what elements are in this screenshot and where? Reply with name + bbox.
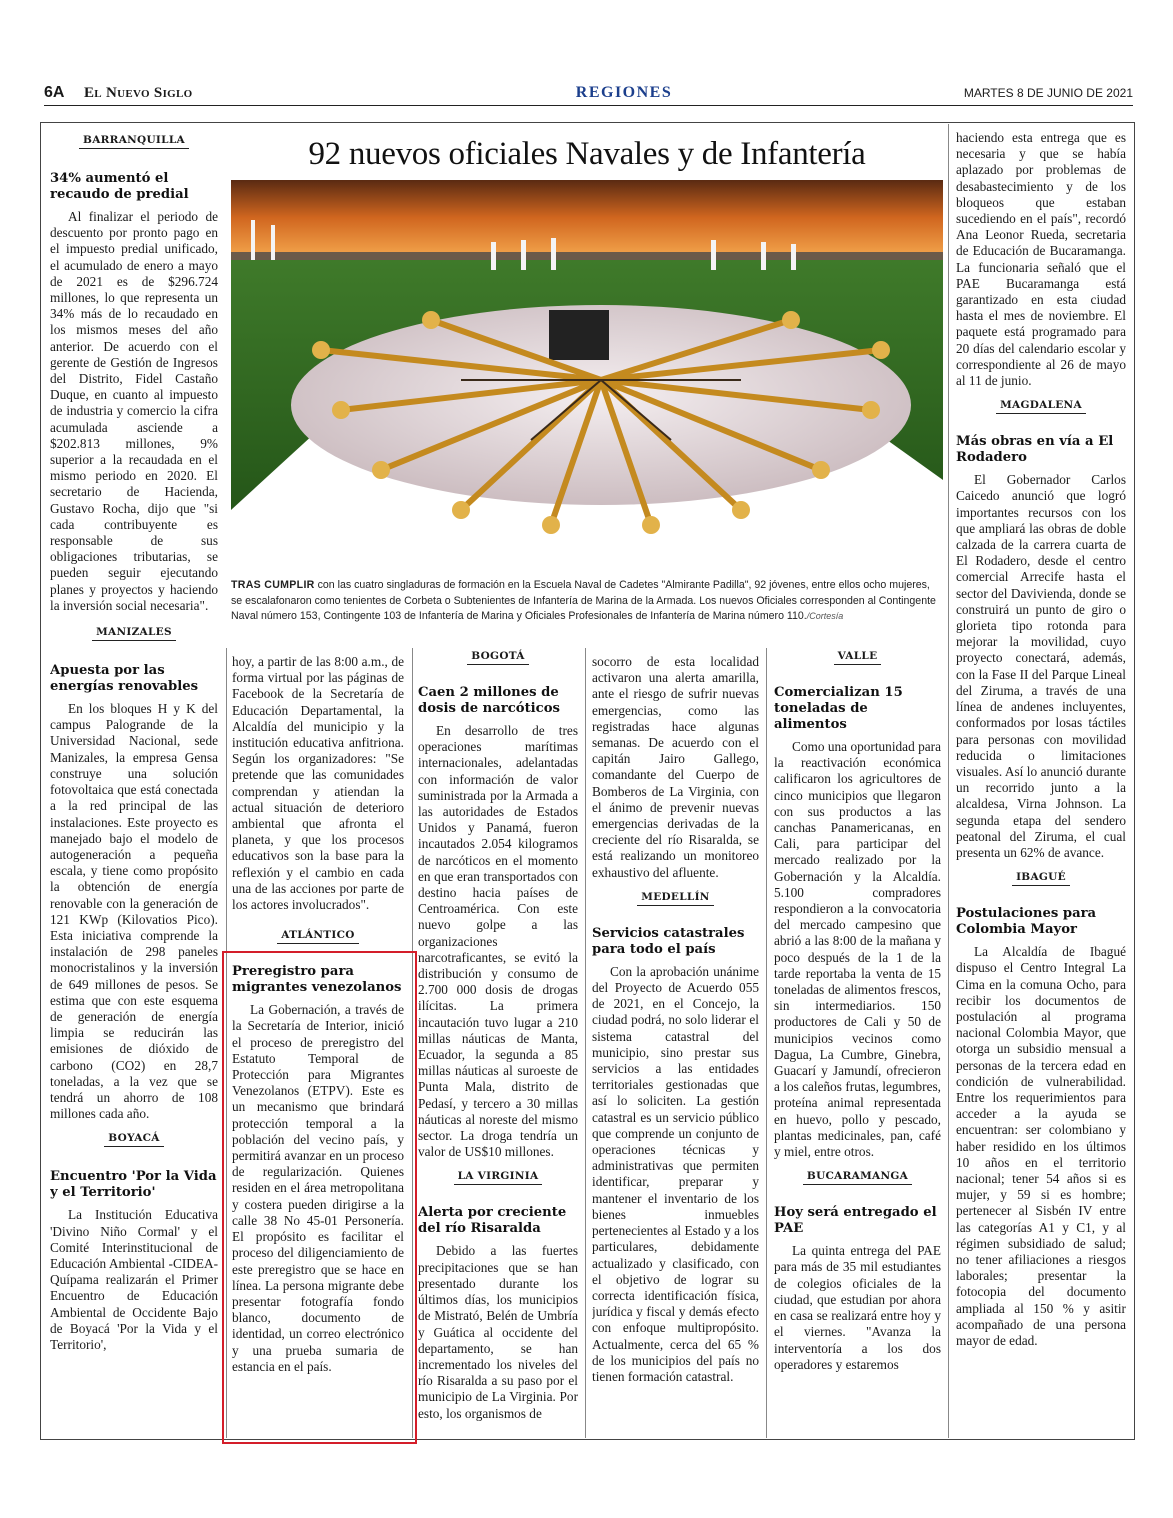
section-tag-manizales: MANIZALES: [50, 626, 218, 641]
main-photo: [231, 180, 943, 572]
sabers-ceremony-image: [231, 180, 943, 572]
main-headline: 92 nuevos oficiales Navales y de Infantería: [308, 136, 866, 172]
headline-barranquilla: 34% aumentó el recaudo de predial: [50, 171, 189, 202]
headline-bucaramanga: Hoy será entregado el PAE: [774, 1205, 937, 1237]
article-boyaca: La Institución Educativa 'Divino Niño Cormal' y el Comité Interinstitucional de Educación Ambiental -CIDEA- Quípama realizarán el Primer Encuentro de Educación Ambiental de Occidente Bajo de Boyacá 'Por la Vida y el Territorio',: [50, 1207, 218, 1352]
section-tag-barranquilla: BARRANQUILLA: [50, 134, 218, 149]
highlight-box: [222, 951, 417, 1444]
section-tag-bucaramanga: BUCARAMANGA: [774, 1170, 941, 1185]
headline-medellin: Servicios catastrales para todo el país: [592, 925, 745, 957]
section-tag-valle: VALLE: [774, 650, 941, 665]
article-magdalena: El Gobernador Carlos Caicedo anunció que logró importantes recursos con los que ampliará las obras de doble calzada de la carrera cuarta de El Rodadero, desde el centro comercial Arrecife hasta el sector del Davivienda, donde se construirá un punto de giro o glorieta tipo rotonda para mejorar la movilidad, cuyo proyecto conectará, además, con la Fase II del Parque Lineal del Ziruma, a través de una línea de andenes incluyentes, conformados por losas táctiles para personas con movilidad reducida o limitaciones visuales. Así lo anunció durante un recorrido junto a la alcaldesa, Virna Johnson. La segunda etapa del sendero peatonal del Ziruma, el cual presenta un 62% de avance.: [956, 472, 1126, 860]
article-bucaramanga: La quinta entrega del PAE para más de 35 mil estudiantes de colegios oficiales de la ciudad, que estudian por ahora en casa se realizará entre hoy y el viernes. "Avanza la interventoría a los dos operadores y estaremos: [774, 1243, 941, 1372]
article-atlantico: La Gobernación, a través de la Secretaría de Interior, inició el proceso de preregistro del Estatuto Temporal de Protección para Migrantes Venezolanos (ETPV). Este es un mecanismo que brindará protección temporal a la población del vecino país, y permitirá avanzar en un proceso de regularización. Quienes residen en el área metropolitana y costera pueden dirigirse a la calle 38 No 45-01 Personería. El propósito es facilitar el proceso del diligenciamiento de este preregistro que se hace en línea. La persona migrante debe presentar fotografía fondo blanco, documento de identidad, un correo electrónico y una prueba sumaria de estancia en el país.: [232, 1002, 404, 1374]
headline-boyaca: Encuentro 'Por la Vida y el Territorio': [50, 1169, 217, 1201]
page-header: [44, 84, 1133, 106]
section-tag-ibague: IBAGUÉ: [956, 871, 1126, 886]
headline-atlantico: Preregistro para migrantes venezolanos: [232, 964, 402, 996]
headline-valle: Comercializan 15 toneladas de alimentos: [774, 685, 903, 732]
article-bogota: En desarrollo de tres operaciones marítimas internacionales, adelantadas con información de valor suministrada por la Armada a las autoridades de Estados Unidos y Panamá, fueron incautados 2.054 kilogramos de narcóticos en el momento en que eran transportados con destino hacia países de Centroamérica. Con este nuevo golpe a las organizaciones narcotraficantes, se evitó la distribución y consumo de 2.700 000 dosis de drogas ilícitas. La primera incautación tuvo lugar a 210 millas náuticas de Manta, Ecuador, la segunda a 85 millas náuticas al suroeste de Punta Mala, distrito de Pedasí, y tercero a 30 millas náuticas al noreste del mismo sector. La droga tendría un valor de US$10 millones.: [418, 723, 578, 1160]
article-medellin: Con la aprobación unánime del Proyecto de Acuerdo 055 de 2021, en el Concejo, la ciudad podrá, no solo liderar el sistema catastral del municipio, sino prestar sus servicios a las entidades territoriales gestionadas que así lo soliciten. La gestión catastral es un servicio público que comprende un conjunto de operaciones técnicas y administrativas que permiten identificar, preparar y mantener el inventario de los bienes inmuebles pertenecientes al Estado y a los particulares, debidamente actualizado y clasificado, con el objetivo de lograr su correcta identificación física, jurídica y fiscal y demás efecto con enfoque multipropósito. Actualmente, cerca del 65 % de los municipios del país no tienen formación catastral.: [592, 963, 759, 1384]
section-name: REGIONES: [575, 84, 673, 101]
headline-bogota: Caen 2 millones de dosis de narcóticos: [418, 685, 560, 716]
column-divider: [585, 648, 586, 1438]
section-tag-bogota: BOGOTÁ: [418, 650, 578, 665]
page-number: 6A: [44, 84, 65, 101]
column-divider: [948, 124, 949, 1438]
section-tag-medellin: MEDELLÍN: [592, 891, 759, 906]
article-la-virginia-continued: socorro de esta localidad activaron una alerta amarilla, ante el riesgo de sufrir nuevas emergencias, como las registradas hace algunas semanas. De acuerdo con el capitán Jairo Gallego, comandante del Cuerpo de Bomberos de La Virginia, con el ánimo de prevenir nuevas emergencias derivadas de la creciente del río Risaralda, se está realizando un monitoreo exhaustivo del afluente.: [592, 654, 759, 880]
column-1: [50, 130, 218, 1435]
column-divider: [766, 648, 767, 1438]
column-5: [774, 648, 941, 1434]
headline-la-virginia: Alerta por creciente del río Risaralda: [418, 1205, 567, 1237]
article-valle: Como una oportunidad para la reactivación económica calificaron los agricultores de cinco municipios que llegaron con sus productos a las canchas Panamericanas, en Cali, para participar del mercado realizado por la Gobernación y la Alcaldía. 5.100 compradores respondieron a la convocatoria del mercado campesino que abrió a las 8:00 de la mañana y poco después de la 1 de la tarde reportaba la venta de 15 toneladas de alimentos frescos, sin intermediarios. 150 productores de Cali y 50 de municipios vecinos como Dagua, La Cumbre, Ginebra, Guacarí y Jamundí, ofrecieron a los caleños frutas, legumbres, proteína animal representada en huevo, pollo y pescado, plantas medicinales, pan, café y miel, entre otros.: [774, 739, 941, 1160]
section-tag-la-virginia: LA VIRGINIA: [418, 1170, 578, 1185]
caption-text: con las cuatro singladuras de formación en la Escuela Naval de Cadetes "Almirante Padilla", 92 jóvenes, entre ellos ocho mujeres, se escalafonaron como tenientes de Corbeta o Subtenientes de Infantería de Marina de la Armada. Los nuevos Oficiales corresponden al Contingente Naval número 153, Contingente 103 de Infantería de Marina y Oficiales Profesionales de Infantería de Marina número 110.: [231, 579, 936, 622]
newspaper-name: El Nuevo Siglo: [84, 85, 193, 101]
section-tag-boyaca: BOYACÁ: [50, 1132, 218, 1147]
headline-manizales: Apuesta por las energías renovables: [50, 663, 199, 695]
caption-lead: TRAS CUMPLIR: [231, 579, 315, 591]
headline-magdalena: Más obras en vía a El Rodadero: [956, 434, 1114, 466]
headline-ibague: Postulaciones para Colombia Mayor: [956, 906, 1097, 938]
section-tag-magdalena: MAGDALENA: [956, 399, 1126, 414]
column-3: [418, 648, 578, 1434]
column-6: [956, 130, 1126, 1435]
article-boyaca-continued: hoy, a partir de las 8:00 a.m., de forma virtual por las páginas de Facebook de la Secretaría de Educación Departamental, la Alcaldía del municipio y la institución educativa anfitriona. Según los organizadores: "Se pretende que las comunidades comprendan y atiendan la actual situación de deterioro ambiental que afronta el planeta, y que los procesos educativos son la base para la reflexión y el cambio en cada una de las acciones por parte de los actores involucrados".: [232, 654, 404, 913]
section-tag-atlantico: ATLÁNTICO: [232, 929, 404, 944]
caption-credit: /Cortesía: [806, 611, 844, 621]
photo-caption: [231, 578, 943, 625]
article-bucaramanga-continued: haciendo esta entrega que es necesaria y que se había aplazado por problemas de desabastecimiento y de los bloqueos que estaban sucediendo en el país", recordó Ana Leonor Rueda, secretaria de Educación de Bucaramanga. La funcionaria señaló que el PAE Bucaramanga está garantizado en esta ciudad hasta el mes de noviembre. El paquete está programado para 20 días del calendario escolar y correspondiente al 26 de mayo al 11 de junio.: [956, 130, 1126, 389]
article-manizales: En los bloques H y K del campus Palogrande de la Universidad Nacional, sede Manizales, la empresa Gensa construye una solución fotovoltaica que está conectada a la red principal de las instalaciones. Este proyecto es manejado bajo el modelo de autogeneración a pequeña escala, y tiene como propósito la obtención de energía renovable con la generación de 121 KWp (Kilovatios Pico). Esta iniciativa comprende la instalación de 298 paneles monocristalinos y la inversión de 649 millones de pesos. Se estima que con este esquema de generación de energía limpia se reducirán las emisiones de dióxido de carbono (CO2) en 28,7 toneladas, a la vez que se tendrá un ahorro de 108 millones cada año.: [50, 701, 218, 1122]
issue-date: MARTES 8 DE JUNIO DE 2021: [963, 86, 1133, 100]
article-ibague: La Alcaldía de Ibagué dispuso el Centro Integral La Cima en la comuna Ocho, para recibir los documentos de postulación al programa nacional Colombia Mayor, que otorga un subsidio mensual a personas de la tercera edad en condición de vulnerabilidad. Entre los requerimientos para acceder a la ayuda se encuentran: ser colombiano y haber residido en los últimos 10 años en el territorio nacional; tener 54 años si es mujer, y 59 si es hombre; pertenecer al Sisbén IV entre las categorías A1 y C1, y al régimen subsidiado de salud; no tener afiliaciones a riesgos laborales; presentar la fotocopia del documento ampliada al 150 % y asitir acompañado de una persona mayor de edad.: [956, 944, 1126, 1348]
article-barranquilla: Al finalizar el periodo de descuento por pronto pago en el impuesto predial unificado, el acumulado de enero a mayo de 2021 es de $296.724 millones, lo que representa un 34% más de lo recaudado en los mismos meses del año anterior. De acuerdo con el gerente de Gestión de Ingresos del Distrito, Fidel Castaño Duque, en cuanto al impuesto de industria y comercio la cifra acumulada asciende a $202.813 millones, 9% superior a la recaudada en el mismo periodo en 2020. El secretario de Hacienda, Gustavo Rocha, dijo que "si cada contribuyente es responsable de sus obligaciones tributarias, se pueden seguir ejecutando planes y proyectos y haciendo la inversión social necesaria".: [50, 209, 218, 613]
article-la-virginia: Debido a las fuertes precipitaciones que se han presentado durante los últimos días, los municipios de Mistrató, Belén de Umbría y Guática al occidente del departamento, se han incrementado los niveles del río Risaralda a su paso por el municipio de La Virginia. Por esto, los organismos de: [418, 1243, 578, 1421]
column-4: [592, 654, 759, 1434]
